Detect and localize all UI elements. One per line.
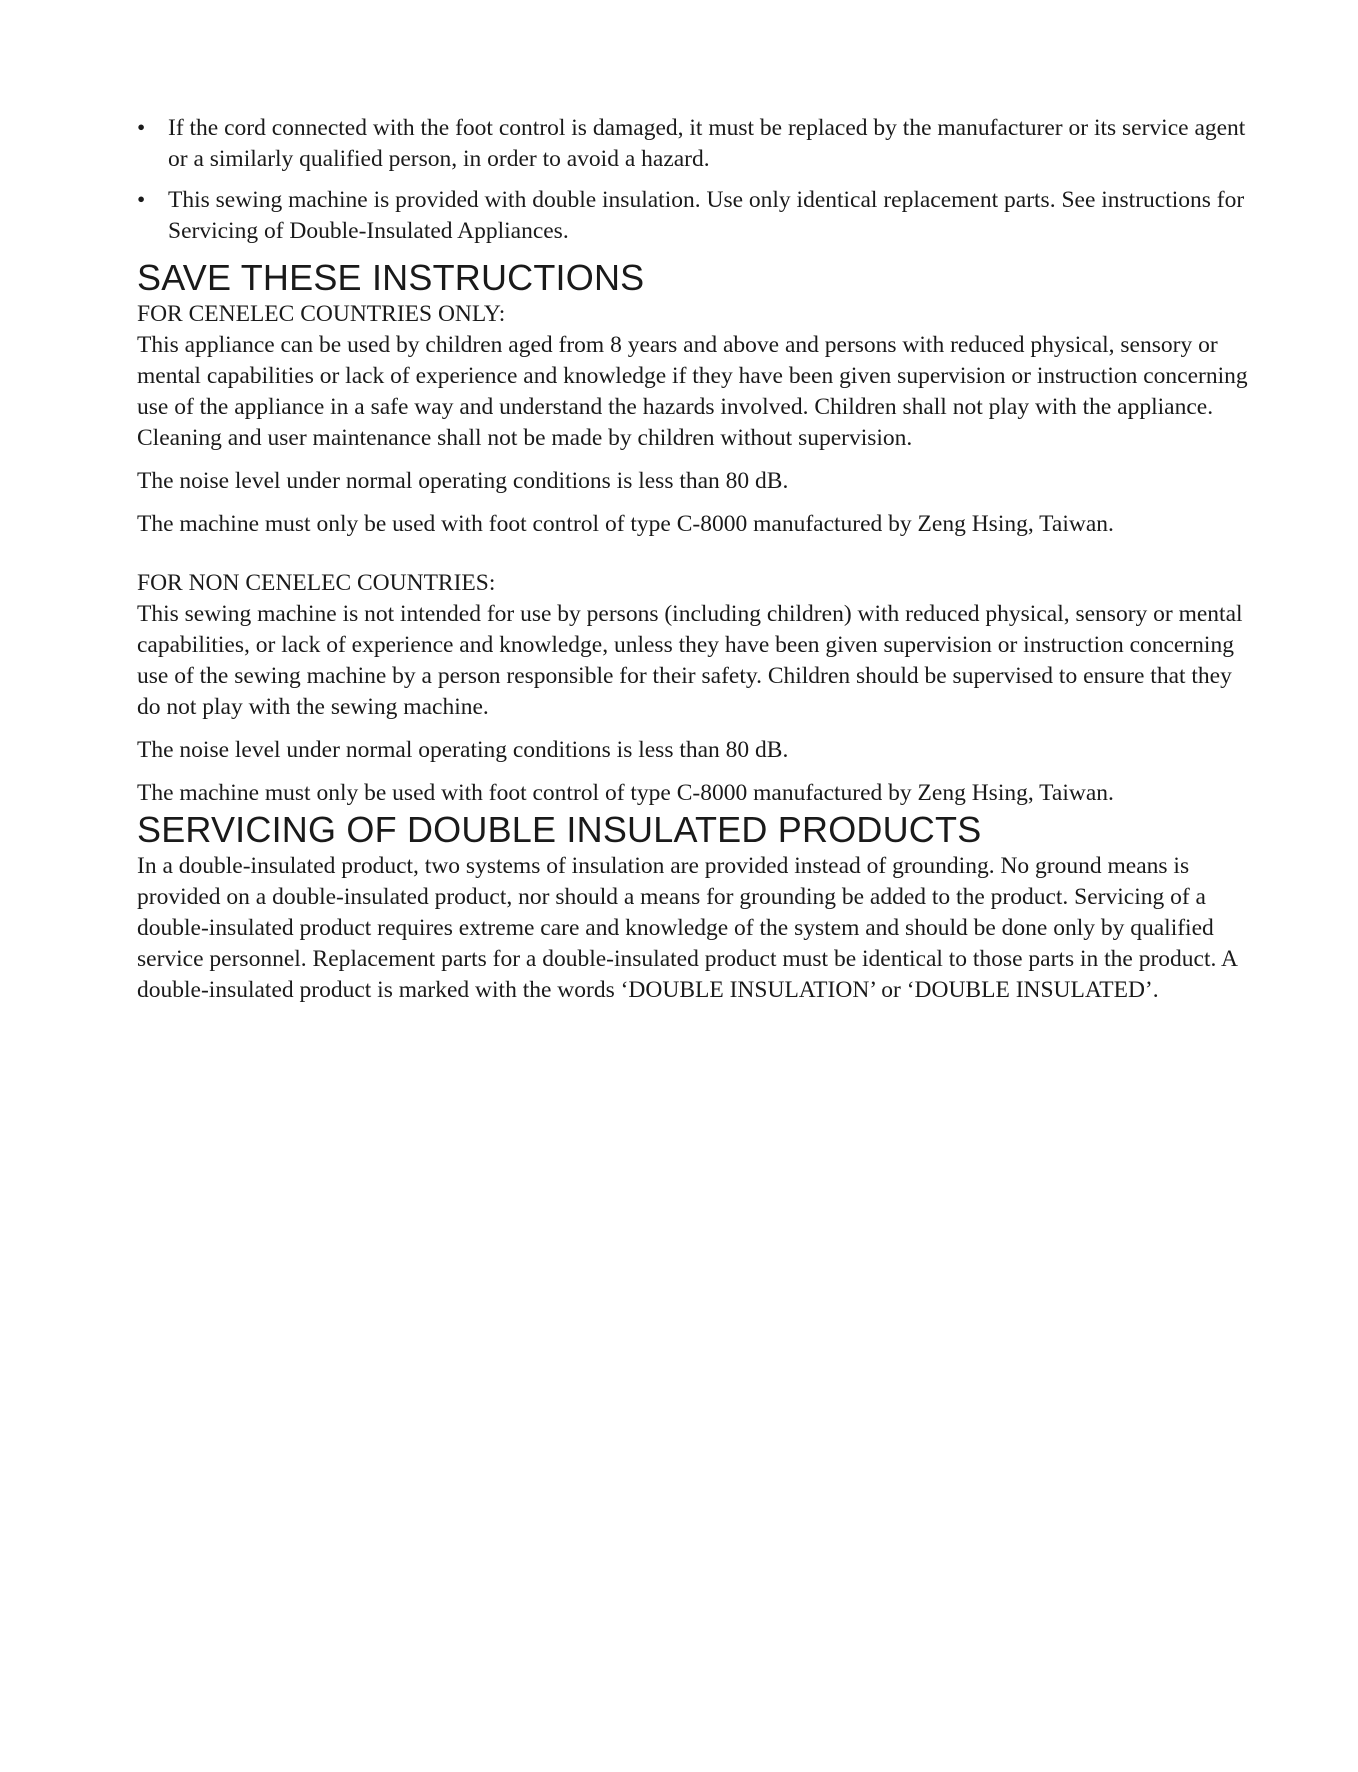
cenelec-noise-text: The noise level under normal operating conditions is less than 80 dB.	[137, 468, 789, 494]
bullet-text: If the cord connected with the foot control is damaged, it must be replaced by the manufacturer or its service agent or a similarly qualified person, in order to avoid a hazard.	[168, 115, 1246, 172]
non-cenelec-foot-control-text: The machine must only be used with foot control of type C-8000 manufactured by Zeng Hsing, Taiwan.	[137, 780, 1114, 806]
non-cenelec-paragraph: This sewing machine is not intended for use by persons (including children) with reduced physical, sensory or mental capabilities, or lack of experience and knowledge, unless they have been given supervision or instruction concerning use of the sewing machine by a person responsible for their safety. Children should be supervised to ensure that they do not play with the sewing machine.	[137, 601, 1243, 720]
non-cenelec-label: FOR NON CENELEC COUNTRIES:	[137, 570, 496, 596]
servicing-paragraph: In a double-insulated product, two systems of insulation are provided instead of grounding. No ground means is provided on a double-insulated product, nor should a means for grounding be added to the product. Servicing of a double-insulated product requires extreme care and knowledge of the system and should be done only by qualified service personnel. Replacement parts for a double-insulated product must be identical to those parts in the product. A double-insulated product is marked with the words ‘DOUBLE INSULATION’ or ‘DOUBLE INSULATED’.	[137, 853, 1237, 1003]
cenelec-section	[137, 299, 1252, 540]
cenelec-label: FOR CENELEC COUNTRIES ONLY:	[137, 301, 506, 327]
save-instructions-heading: SAVE THESE INSTRUCTIONS	[137, 257, 645, 298]
safety-bullet-list	[137, 113, 1252, 247]
bullet-text: This sewing machine is provided with double insulation. Use only identical replacement parts. See instructions for Servicing of Double-Insulated Appliances.	[168, 187, 1245, 244]
document-page	[137, 113, 1252, 1006]
bullet-item-insulation	[137, 185, 1252, 247]
bullet-icon: •	[137, 187, 146, 213]
non-cenelec-noise-text: The noise level under normal operating conditions is less than 80 dB.	[137, 737, 789, 763]
non-cenelec-section	[137, 568, 1252, 809]
bullet-item-cord	[137, 113, 1252, 175]
cenelec-foot-control-text: The machine must only be used with foot control of type C-8000 manufactured by Zeng Hsing, Taiwan.	[137, 511, 1114, 537]
bullet-icon: •	[137, 115, 146, 141]
cenelec-paragraph: This appliance can be used by children aged from 8 years and above and persons with reduced physical, sensory or mental capabilities or lack of experience and knowledge if they have been given supervision or instruction concerning use of the appliance in a safe way and understand the hazards involved. Children shall not play with the appliance. Cleaning and user maintenance shall not be made by children without supervision.	[137, 332, 1248, 451]
servicing-heading: SERVICING OF DOUBLE INSULATED PRODUCTS	[137, 809, 982, 850]
